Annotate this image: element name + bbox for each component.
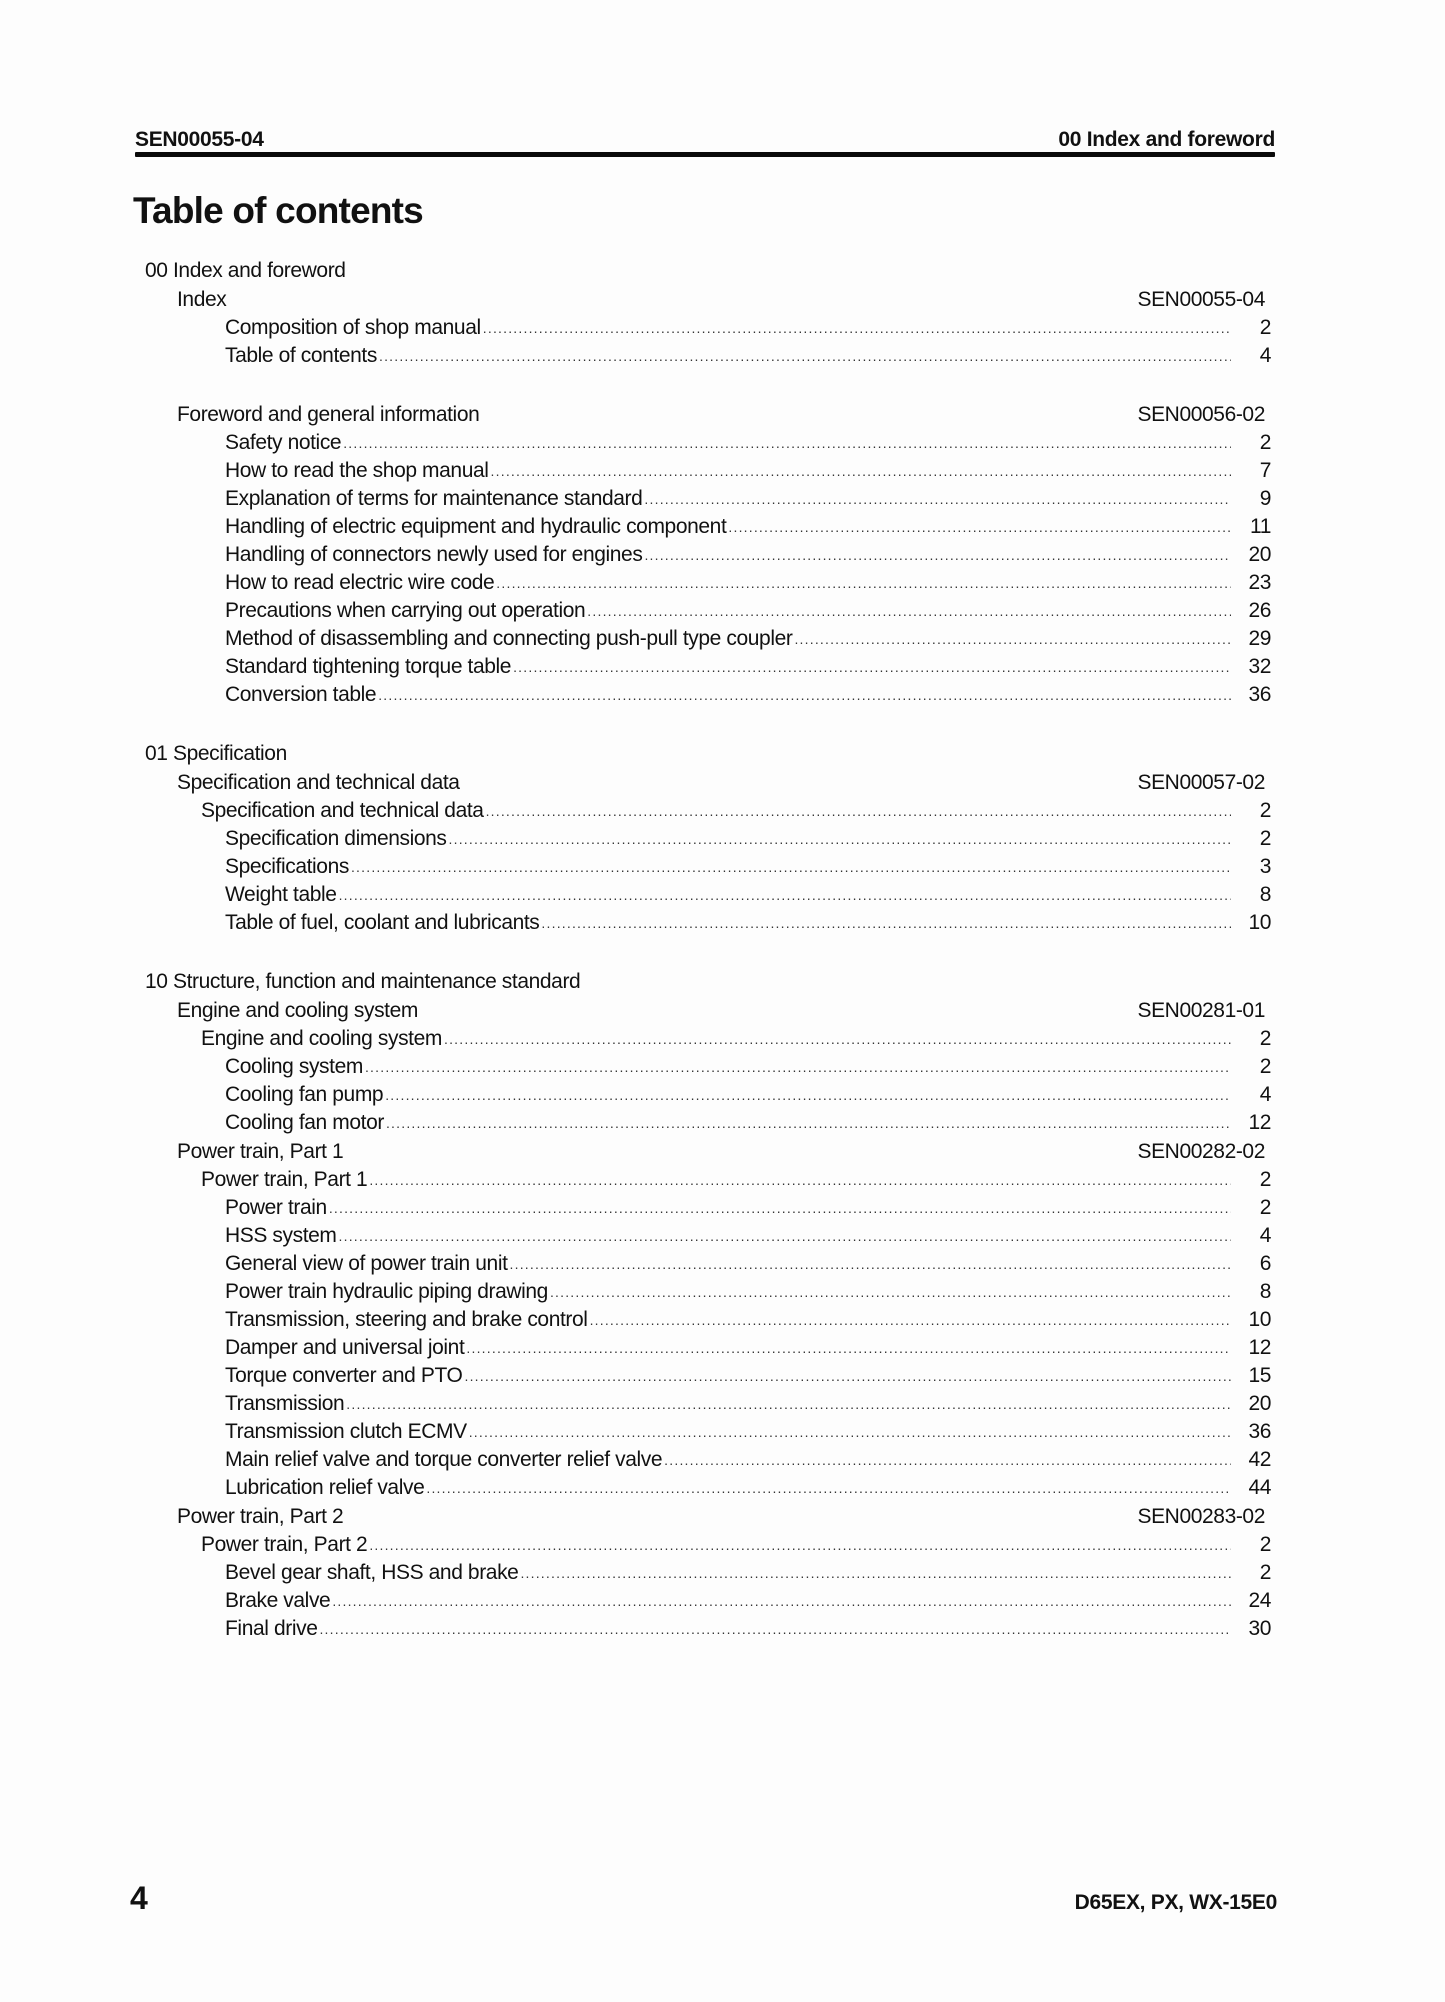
entry-page: 26 [1248,599,1271,622]
entry-page: 8 [1259,883,1271,906]
toc-subsection[interactable] [145,1025,1271,1053]
header-doc-code: SEN00055-04 [135,128,264,151]
entry-label: Conversion table [225,683,377,706]
dot-leader [339,881,1231,909]
dot-leader [644,485,1231,513]
toc-entry[interactable] [145,1587,1271,1615]
dot-leader [794,625,1231,653]
toc-entry[interactable] [145,342,1271,370]
toc-entry[interactable] [145,681,1271,709]
entry-page: 2 [1259,1533,1271,1556]
dot-leader [346,1390,1231,1418]
entry-page: 23 [1248,571,1271,594]
dot-leader [520,1559,1231,1587]
entry-page: 36 [1248,1420,1271,1443]
toc-entry[interactable] [145,825,1271,853]
entry-label: Specification dimensions [225,827,447,850]
entry-page: 32 [1248,655,1271,678]
dot-leader [466,1334,1231,1362]
header-rule [135,152,1275,157]
dot-leader [590,1306,1231,1334]
dot-leader [464,1362,1231,1390]
entry-label: Standard tightening torque table [225,655,512,678]
entry-label: Weight table [225,883,337,906]
entry-page: 10 [1248,1308,1271,1331]
entry-label: Bevel gear shaft, HSS and brake [225,1561,519,1584]
dot-leader [541,909,1231,937]
entry-page: 20 [1248,543,1271,566]
toc-entry[interactable] [145,314,1271,342]
page-footer [130,1880,1277,1917]
dot-leader [510,1250,1231,1278]
entry-page: 10 [1248,911,1271,934]
entry-label: HSS system [225,1224,337,1247]
toc-chapter-00[interactable]: 00 Index and foreword [145,259,346,282]
toc-entry[interactable] [145,1615,1271,1643]
entry-page: 9 [1259,487,1271,510]
toc-entry[interactable] [145,1250,1271,1278]
toc-entry[interactable] [145,881,1271,909]
toc-section-spec[interactable] [145,768,1265,797]
entry-label: Specifications [225,855,349,878]
entry-label: Handling of connectors newly used for engines [225,543,643,566]
dot-leader [444,1025,1231,1053]
dot-leader [386,1109,1231,1137]
toc-entry[interactable] [145,1306,1271,1334]
section-code: SEN00056-02 [1137,403,1265,426]
entry-page: 7 [1259,459,1271,482]
entry-page: 2 [1259,1168,1271,1191]
section-code: SEN00282-02 [1137,1140,1265,1163]
entry-label: Handling of electric equipment and hydraulic component [225,515,727,538]
dot-leader [426,1474,1231,1502]
entry-page: 6 [1259,1252,1271,1275]
toc-entry[interactable] [145,1446,1271,1474]
entry-label: Transmission, steering and brake control [225,1308,588,1331]
dot-leader [369,1166,1231,1194]
entry-page: 2 [1259,799,1271,822]
entry-label: Table of contents [225,344,377,367]
entry-label: Cooling fan motor [225,1111,384,1134]
entry-label: Power train, Part 1 [201,1168,368,1191]
toc-entry[interactable] [145,1390,1271,1418]
section-title: Power train, Part 1 [177,1140,344,1163]
entry-label: Cooling system [225,1055,363,1078]
footer-page-number: 4 [130,1880,148,1916]
entry-label: Power train [225,1196,327,1219]
entry-label: Explanation of terms for maintenance standard [225,487,643,510]
toc-subsection[interactable] [145,1531,1271,1559]
section-title: Specification and technical data [177,771,460,794]
entry-page: 42 [1248,1448,1271,1471]
entry-label: Specification and technical data [201,799,484,822]
toc-entry[interactable] [145,1559,1271,1587]
dot-leader [449,825,1231,853]
toc-section-power-train-1[interactable] [145,1137,1265,1166]
entry-label: Composition of shop manual [225,316,481,339]
entry-label: Power train, Part 2 [201,1533,368,1556]
toc-section-index[interactable] [145,285,1265,314]
entry-page: 2 [1259,1055,1271,1078]
toc-entry[interactable] [145,1334,1271,1362]
entry-page: 2 [1259,1196,1271,1219]
entry-page: 4 [1259,1083,1271,1106]
entry-page: 2 [1259,1561,1271,1584]
entry-label: Precautions when carrying out operation [225,599,586,622]
entry-label: How to read electric wire code [225,571,495,594]
toc-entry[interactable] [145,1418,1271,1446]
toc-chapter-10[interactable]: 10 Structure, function and maintenance standard [145,970,581,993]
spacer [145,937,1265,967]
dot-leader [496,569,1231,597]
dot-leader [378,681,1231,709]
section-title: Foreword and general information [177,403,480,426]
spacer [145,370,1265,400]
entry-page: 4 [1259,1224,1271,1247]
entry-label: Safety notice [225,431,342,454]
toc-entry[interactable] [145,513,1271,541]
dot-leader [486,797,1231,825]
entry-label: Engine and cooling system [201,1027,442,1050]
dot-leader [483,314,1231,342]
section-title: Power train, Part 2 [177,1505,344,1528]
entry-page: 8 [1259,1280,1271,1303]
dot-leader [550,1278,1231,1306]
dot-leader [369,1531,1231,1559]
entry-label: Transmission clutch ECMV [225,1420,467,1443]
entry-page: 2 [1259,431,1271,454]
entry-page: 11 [1250,515,1271,538]
entry-label: Table of fuel, coolant and lubricants [225,911,540,934]
toc-entry[interactable] [145,569,1271,597]
dot-leader [329,1194,1231,1222]
entry-label: Power train hydraulic piping drawing [225,1280,548,1303]
entry-page: 12 [1248,1111,1271,1134]
dot-leader [343,429,1231,457]
toc-subsection[interactable] [145,1166,1271,1194]
section-code: SEN00057-02 [1137,771,1265,794]
spacer [145,709,1265,739]
toc-section-power-train-2[interactable] [145,1502,1265,1531]
dot-leader [351,853,1231,881]
section-code: SEN00055-04 [1137,288,1265,311]
dot-leader [644,541,1231,569]
dot-leader [728,513,1231,541]
toc-entry[interactable] [145,1194,1271,1222]
entry-page: 29 [1248,627,1271,650]
table-of-contents [145,256,1271,1643]
toc-entry[interactable] [145,1474,1271,1502]
entry-label: Damper and universal joint [225,1336,465,1359]
entry-page: 20 [1248,1392,1271,1415]
entry-page: 4 [1259,344,1271,367]
toc-entry[interactable] [145,1222,1271,1250]
entry-page: 2 [1259,1027,1271,1050]
toc-entry[interactable] [145,1053,1271,1081]
toc-entry[interactable] [145,541,1271,569]
section-code: SEN00283-02 [1137,1505,1265,1528]
entry-label: Torque converter and PTO [225,1364,463,1387]
dot-leader [385,1081,1231,1109]
entry-label: Cooling fan pump [225,1083,384,1106]
section-title: Index [177,288,227,311]
dot-leader [587,597,1231,625]
dot-leader [664,1446,1231,1474]
entry-page: 30 [1248,1617,1271,1640]
dot-leader [379,342,1231,370]
toc-subsection[interactable] [145,797,1271,825]
toc-entry[interactable] [145,597,1271,625]
dot-leader [469,1418,1231,1446]
dot-leader [365,1053,1231,1081]
toc-entry[interactable] [145,1278,1271,1306]
toc-entry[interactable] [145,1362,1271,1390]
toc-entry[interactable] [145,457,1271,485]
footer-model: D65EX, PX, WX-15E0 [1074,1891,1277,1914]
entry-label: Lubrication relief valve [225,1476,425,1499]
section-code: SEN00281-01 [1137,999,1265,1022]
toc-entry[interactable] [145,653,1271,681]
entry-page: 2 [1259,827,1271,850]
dot-leader [332,1587,1231,1615]
toc-entry[interactable] [145,485,1271,513]
dot-leader [319,1615,1231,1643]
toc-section-foreword[interactable] [145,400,1265,429]
entry-label: General view of power train unit [225,1252,508,1275]
dot-leader [491,457,1231,485]
section-title: Engine and cooling system [177,999,418,1022]
toc-entry[interactable] [145,625,1271,653]
entry-page: 36 [1248,683,1271,706]
dot-leader [513,653,1231,681]
entry-label: How to read the shop manual [225,459,489,482]
entry-page: 2 [1259,316,1271,339]
toc-entry[interactable] [145,853,1271,881]
toc-entry[interactable] [145,909,1271,937]
entry-page: 15 [1248,1364,1271,1387]
entry-page: 3 [1259,855,1271,878]
page-title: Table of contents [133,190,423,231]
entry-page: 24 [1248,1589,1271,1612]
toc-entry[interactable] [145,429,1271,457]
entry-page: 44 [1248,1476,1271,1499]
toc-entry[interactable] [145,1081,1271,1109]
toc-chapter-01[interactable]: 01 Specification [145,742,287,765]
entry-label: Main relief valve and torque converter relief valve [225,1448,663,1471]
entry-label: Method of disassembling and connecting push-pull type coupler [225,627,793,650]
header-section: 00 Index and foreword [1058,128,1275,151]
entry-label: Transmission [225,1392,345,1415]
entry-label: Final drive [225,1617,318,1640]
toc-section-engine[interactable] [145,996,1265,1025]
dot-leader [339,1222,1231,1250]
entry-label: Brake valve [225,1589,331,1612]
toc-entry[interactable] [145,1109,1271,1137]
entry-page: 12 [1248,1336,1271,1359]
page-header [135,112,1275,152]
